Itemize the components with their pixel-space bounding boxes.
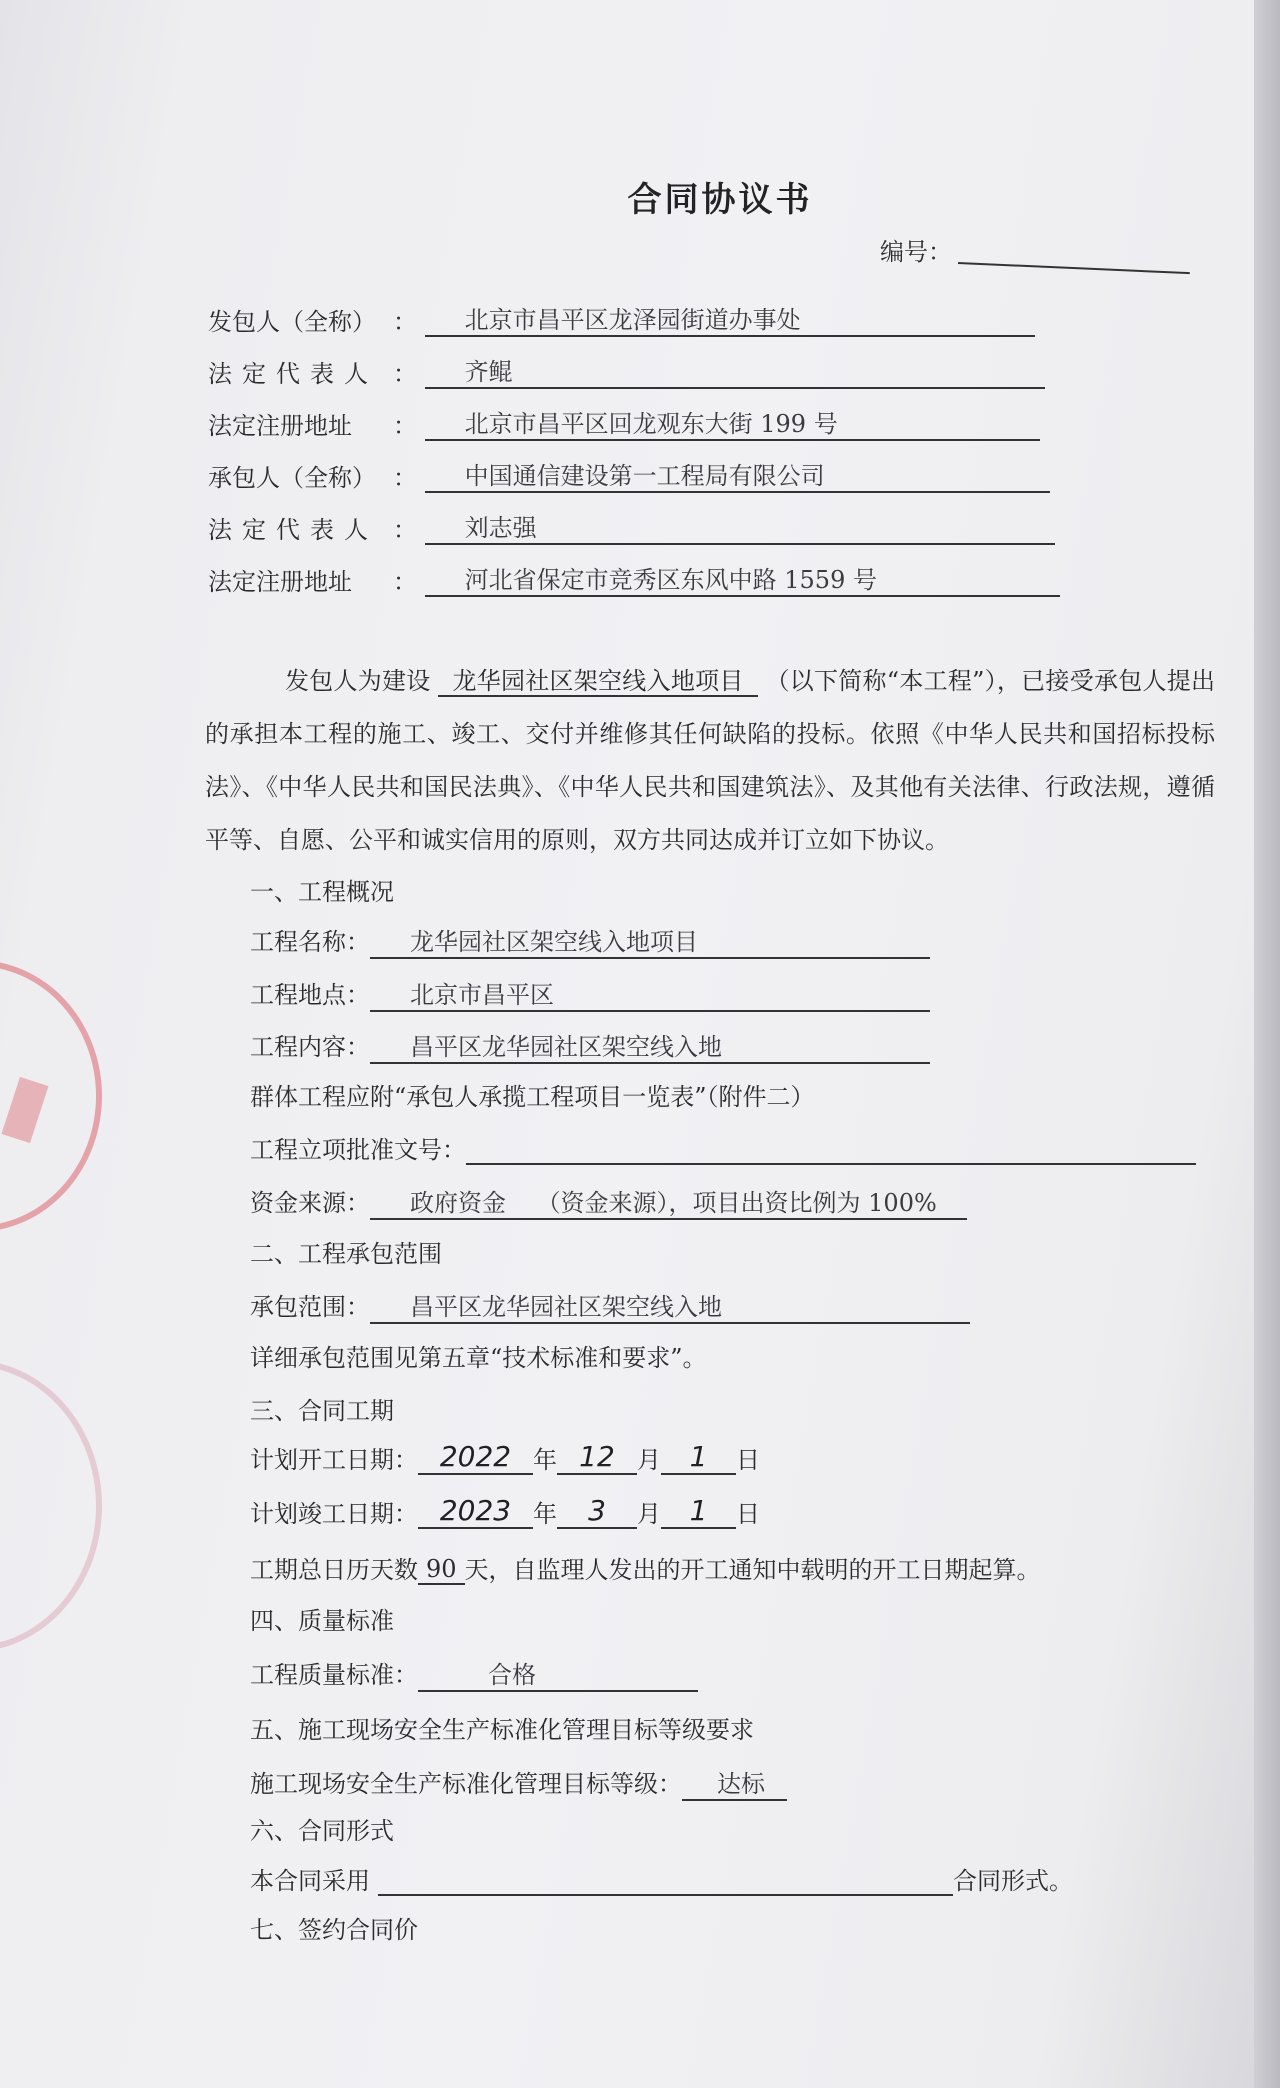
employer-rep-value: 齐鲲 <box>425 352 1045 389</box>
contract-form-blank <box>378 1894 953 1896</box>
employer-rep-row: 法定代表人 ： 齐鲲 <box>208 352 1045 389</box>
contractor-address-label: 法定注册地址 <box>208 568 352 596</box>
contract-form-row <box>250 1861 1073 1896</box>
section2-heading: 二、工程承包范围 <box>250 1240 442 1268</box>
group-project-note: 群体工程应附“承包人承揽工程项目一览表”（附件二） <box>250 1083 815 1111</box>
end-month-value: 3 <box>557 1494 637 1529</box>
employer-name-value: 北京市昌平区龙泽园街道办事处 <box>425 300 1035 337</box>
end-date-row <box>250 1494 760 1529</box>
contractor-name-row: 承包人（全称） ： 中国通信建设第一工程局有限公司 <box>208 456 1050 493</box>
employer-name-label: 发包人（全称） <box>208 308 376 336</box>
employer-name-row: 发包人（全称） ： 北京市昌平区龙泽园街道办事处 <box>208 300 1035 337</box>
quality-row <box>250 1655 698 1692</box>
project-name-value: 龙华园社区架空线入地项目 <box>370 922 930 959</box>
scope-row <box>250 1287 970 1324</box>
duration-post: 天，自监理人发出的开工通知中载明的开工日期起算。 <box>464 1556 1041 1584</box>
employer-address-label: 法定注册地址 <box>208 412 352 440</box>
day-unit: 日 <box>736 1446 760 1474</box>
project-content-value: 昌平区龙华园社区架空线入地 <box>370 1027 930 1064</box>
start-month-value: 12 <box>557 1440 637 1475</box>
end-date-label: 计划竣工日期： <box>250 1500 418 1528</box>
scope-note: 详细承包范围见第五章“技术标准和要求”。 <box>250 1344 707 1372</box>
contractor-address-value: 河北省保定市竞秀区东风中路 1559 号 <box>425 560 1060 597</box>
end-year-value: 2023 <box>418 1494 533 1529</box>
duration-pre: 工期总日历天数 <box>250 1556 418 1584</box>
quality-value: 合格 <box>418 1655 698 1692</box>
year-unit: 年 <box>533 1500 557 1528</box>
scope-value: 昌平区龙华园社区架空线入地 <box>370 1287 970 1324</box>
section1-heading: 一、工程概况 <box>250 878 394 906</box>
project-content-label: 工程内容： <box>250 1033 370 1061</box>
start-day-value: 1 <box>661 1440 736 1475</box>
section5-heading: 五、施工现场安全生产标准化管理目标等级要求 <box>250 1716 754 1744</box>
duration-value: 90 <box>418 1555 465 1585</box>
month-unit: 月 <box>637 1500 661 1528</box>
intro-paragraph <box>205 655 1215 867</box>
contractor-rep-label: 法定代表人 <box>208 516 378 544</box>
page-edge-shadow <box>1254 0 1280 2088</box>
fund-source-note: （资金来源），项目出资比例为 <box>536 1189 861 1217</box>
intro-project: 龙华园社区架空线入地项目 <box>438 667 757 697</box>
month-unit: 月 <box>637 1446 661 1474</box>
project-site-row <box>250 975 930 1012</box>
contractor-rep-value: 刘志强 <box>425 508 1055 545</box>
intro-part2: （以下简称“本工程”），已接受承包人提出的承担本工程的施工、竣工、交付并维修其任何缺陷的投标。依照《中华人民共和国招标投标法》、《中华人民共和国民法典》、《中华人民共和国建筑法》、及其他有关法律、行政法规，遵循平等、自愿、公平和诚实信用的原则，双方共同达成并订立如下协议。 <box>205 667 1215 854</box>
intro-part1: 发包人为建设 <box>285 667 431 695</box>
section3-heading: 三、合同工期 <box>250 1397 394 1425</box>
fund-source-row <box>250 1183 967 1220</box>
section6-heading: 六、合同形式 <box>250 1817 394 1845</box>
fund-source-value: 政府资金 <box>410 1189 506 1217</box>
approval-number-blank <box>466 1163 1196 1165</box>
fund-source-group <box>370 1183 967 1220</box>
safety-level-label: 施工现场安全生产标准化管理目标等级： <box>250 1770 682 1798</box>
contractor-name-value: 中国通信建设第一工程局有限公司 <box>425 456 1050 493</box>
project-content-row <box>250 1027 930 1064</box>
section7-heading: 七、签约合同价 <box>250 1916 418 1944</box>
document-title: 合同协议书 <box>627 180 813 220</box>
number-label: 编号： <box>880 238 952 266</box>
approval-number-label: 工程立项批准文号： <box>250 1136 466 1164</box>
contract-form-pre: 本合同采用 <box>250 1867 370 1895</box>
scope-label: 承包范围： <box>250 1293 370 1321</box>
safety-level-value: 达标 <box>682 1764 787 1801</box>
project-name-row <box>250 922 930 959</box>
safety-level-row <box>250 1764 787 1801</box>
contractor-address-row: 法定注册地址 ： 河北省保定市竞秀区东风中路 1559 号 <box>208 560 1060 597</box>
start-date-label: 计划开工日期： <box>250 1446 418 1474</box>
faded-seal-stamp <box>0 1360 102 1652</box>
approval-number-row <box>250 1130 1196 1165</box>
fund-source-label: 资金来源： <box>250 1189 370 1217</box>
contractor-rep-row: 法定代表人 ： 刘志强 <box>208 508 1055 545</box>
project-site-value: 北京市昌平区 <box>370 975 930 1012</box>
start-year-value: 2022 <box>418 1440 533 1475</box>
number-blank <box>958 262 1190 274</box>
contractor-name-label: 承包人（全称） <box>208 464 376 492</box>
end-day-value: 1 <box>661 1494 736 1529</box>
quality-label: 工程质量标准： <box>250 1661 418 1689</box>
employer-address-row: 法定注册地址 ： 北京市昌平区回龙观东大街 199 号 <box>208 404 1040 441</box>
project-name-label: 工程名称： <box>250 928 370 956</box>
section4-heading: 四、质量标准 <box>250 1607 394 1635</box>
day-unit: 日 <box>736 1500 760 1528</box>
employer-address-value: 北京市昌平区回龙观东大街 199 号 <box>425 404 1040 441</box>
contract-form-post: 合同形式。 <box>953 1867 1073 1895</box>
duration-row <box>250 1550 1041 1585</box>
employer-rep-label: 法定代表人 <box>208 360 378 388</box>
start-date-row <box>250 1440 760 1475</box>
year-unit: 年 <box>533 1446 557 1474</box>
fund-ratio-value: 100% <box>868 1189 937 1217</box>
project-site-label: 工程地点： <box>250 981 370 1009</box>
